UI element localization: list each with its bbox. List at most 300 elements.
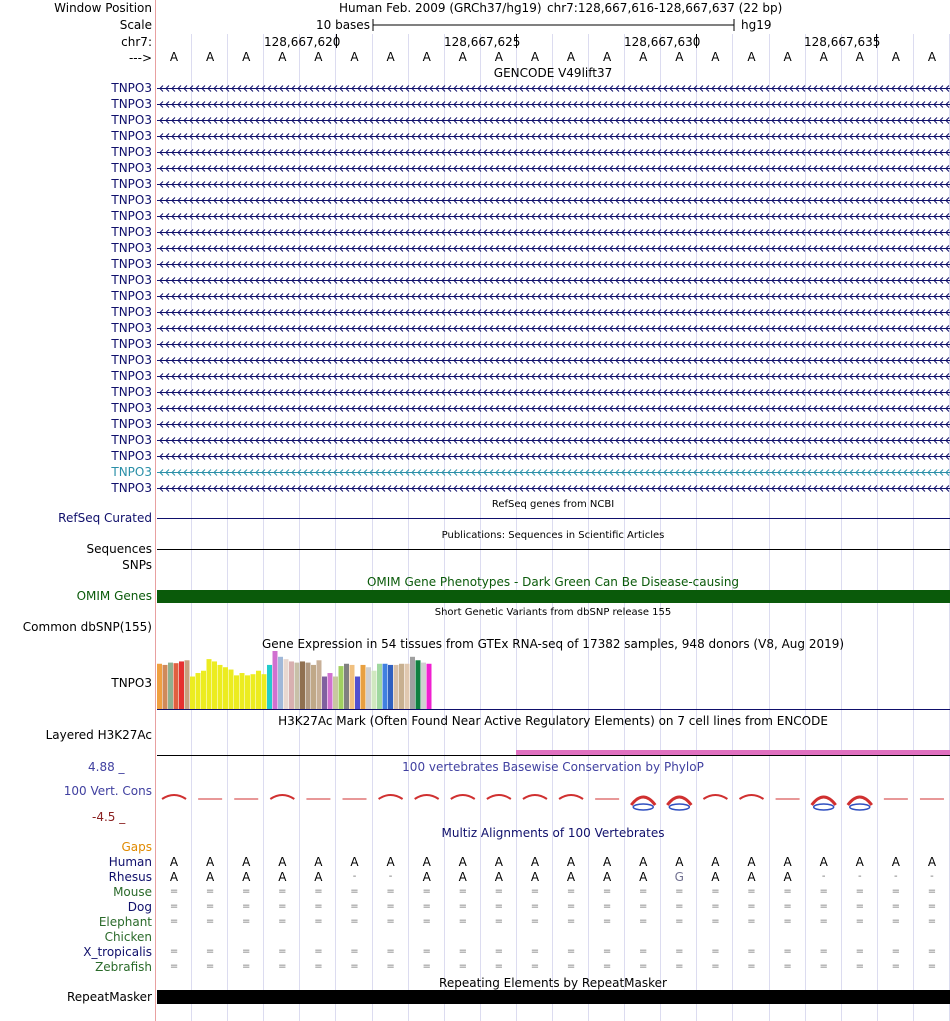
alignment-base: = [602,946,612,957]
alignment-base: = [422,946,431,957]
gtex-bar [416,660,421,709]
gtex-bar [383,664,388,709]
alignment-base: = [350,901,359,912]
gencode-row-label[interactable]: TNPO3 [111,481,152,495]
repeatmasker-title[interactable]: Repeating Elements by RepeatMasker [439,976,667,990]
alignment-base: = [855,961,864,972]
alignment-base: = [711,901,720,912]
alignment-base: = [927,961,937,972]
base-letter: A [747,50,756,64]
base-letter: A [169,50,179,64]
gencode-row-label[interactable]: TNPO3 [111,369,152,383]
alignment-base: = [350,886,359,897]
base-letter: A [350,50,359,64]
alignment-base: A [639,855,648,869]
gencode-row-label[interactable]: TNPO3 [111,193,152,207]
alignment-base: = [566,886,576,897]
base-letter: A [891,50,900,64]
dbsnp-title[interactable]: Short Genetic Variants from dbSNP release 155 [434,607,672,618]
gtex-bar [212,661,217,709]
alignment-base: = [711,946,720,957]
alignment-base: = [494,946,504,957]
alignment-base: = [386,886,395,897]
gtex-bar [262,674,267,709]
gtex-bar [361,665,366,709]
alignment-base: = [566,901,576,912]
alignment-base: = [783,961,792,972]
species-label[interactable]: Chicken [104,930,152,944]
coord-3: 128,667,630 [624,35,701,49]
species-label[interactable]: Zebrafish [95,960,152,974]
species-label[interactable]: Dog [127,900,152,914]
alignment-base: = [891,886,901,897]
alignment-base: = [314,946,323,957]
chrom-label: chr7: [121,35,152,49]
gtex-bar [377,664,382,709]
alignment-base: = [675,916,684,927]
alignment-base: A [530,870,540,884]
phylop-mark [487,795,511,799]
gtex-bar [355,677,360,709]
base-letter: A [278,50,287,64]
alignment-base: = [530,961,540,972]
coord-2: 128,667,625 [444,35,521,49]
alignment-base: = [205,961,215,972]
gencode-row-label[interactable]: TNPO3 [111,241,152,255]
refseq-label[interactable]: RefSeq Curated [58,511,152,525]
alignment-base: = [242,946,251,957]
gtex-bar [394,665,399,709]
phylop-mark [379,795,403,799]
alignment-base: = [819,946,828,957]
base-letter: A [314,50,323,64]
alignment-base: = [927,886,937,897]
alignment-base: = [242,886,251,897]
base-letter: A [783,50,792,64]
alignment-base: = [278,961,287,972]
gencode-row-label[interactable]: TNPO3 [111,337,152,351]
alignment-base: = [891,901,901,912]
alignment-base: A [350,855,359,869]
gtex-bar [196,673,201,709]
alignment-base: A [819,855,828,869]
alignment-base: = [927,946,937,957]
alignment-base: = [458,916,467,927]
window-position-label: Window Position [54,1,152,15]
alignment-base: = [675,946,684,957]
alignment-base: = [639,901,648,912]
alignment-base: = [855,946,864,957]
base-letter: A [494,50,503,64]
gencode-row-label[interactable]: TNPO3 [111,449,152,463]
alignment-base: = [205,886,215,897]
alignment-base: = [891,916,901,927]
alignment-base: = [205,946,215,957]
gtex-bar [328,673,333,709]
alignment-base: A [242,870,251,884]
refseq-title[interactable]: RefSeq genes from NCBI [491,499,615,510]
gtex-bar [240,673,245,709]
alignment-base: A [242,855,251,869]
omim-bar [157,590,950,603]
gtex-bar [372,671,377,709]
gencode-row-label[interactable]: TNPO3 [111,145,152,159]
alignment-base: = [711,886,720,897]
alignment-base: - [821,871,826,882]
gencode-row-label[interactable]: TNPO3 [111,433,152,447]
dbsnp-label[interactable]: Common dbSNP(155) [22,620,152,634]
alignment-base: = [169,961,179,972]
base-letter: A [422,50,431,64]
alignment-base: = [747,946,756,957]
gaps-label: Gaps [121,840,152,854]
gtex-bar [399,664,404,709]
gencode-row-label[interactable]: TNPO3 [111,81,152,95]
alignment-base: A [891,855,900,869]
gencode-row-label[interactable]: TNPO3 [111,225,152,239]
gtex-bar [157,664,162,709]
alignment-base: A [206,870,215,884]
omim-label[interactable]: OMIM Genes [76,589,152,603]
db-label: hg19 [741,18,772,32]
gtex-bar [350,665,355,709]
alignment-base: = [530,916,540,927]
gtex-bar [289,661,294,709]
alignment-base: = [494,901,504,912]
species-label[interactable]: Human [108,855,152,869]
alignment-base: = [350,916,359,927]
base-letter: A [458,50,467,64]
base-letter: A [639,50,648,64]
gtex-bar [179,661,184,709]
alignment-base: = [639,886,648,897]
phylop-mark [850,804,870,810]
alignment-base: A [422,870,431,884]
phylop-mark [633,804,653,810]
gtex-bar [251,674,256,709]
alignment-base: = [747,916,756,927]
species-label[interactable]: Rhesus [108,870,152,884]
gtex-bar [229,670,234,709]
gencode-row-label[interactable]: TNPO3 [111,257,152,271]
alignment-base: = [169,886,179,897]
gencode-row-label[interactable]: TNPO3 [111,353,152,367]
base-letter: A [711,50,720,64]
alignment-base: = [169,901,179,912]
alignment-base: A [458,855,467,869]
snps-label: SNPs [122,558,152,572]
h3k27ac-label[interactable]: Layered H3K27Ac [45,728,152,742]
repeatmasker-bar [157,990,950,1004]
alignment-base: = [783,886,792,897]
alignment-base: A [169,855,179,869]
alignment-base: = [747,901,756,912]
base-letter: A [206,50,215,64]
gtex-bar [278,657,283,709]
gencode-row-label[interactable]: TNPO3 [111,417,152,431]
alignment-base: A [603,855,612,869]
gencode-row-label[interactable]: TNPO3 [111,113,152,127]
alignment-base: = [602,886,612,897]
phylop-mark [559,795,583,799]
alignment-base: = [530,886,540,897]
alignment-base: = [602,916,612,927]
alignment-base: = [602,961,612,972]
pubs-title[interactable]: Publications: Sequences in Scientific Articles [441,530,665,541]
alignment-base: A [675,855,684,869]
gtex-bar [317,660,322,709]
alignment-base: A [855,855,864,869]
alignment-base: A [278,870,287,884]
gtex-bar [256,671,261,709]
alignment-base: = [602,901,612,912]
alignment-base: = [819,901,828,912]
alignment-base: = [386,946,395,957]
h3k27ac-signal [516,750,950,755]
alignment-base: = [458,961,467,972]
alignment-base: = [458,946,467,957]
alignment-base: = [819,886,828,897]
alignment-base: = [278,886,287,897]
base-letter: A [530,50,540,64]
species-label[interactable]: X_tropicalis [83,945,152,959]
alignment-base: A [747,870,756,884]
alignment-base: = [278,946,287,957]
alignment-base: A [783,855,792,869]
alignment-base: = [314,916,323,927]
phylop-min-label: -4.5 _ [92,810,126,824]
alignment-base: = [675,961,684,972]
alignment-base: - [857,871,862,882]
gtex-bar [344,664,349,709]
alignment-base: G [674,870,684,884]
alignment-base: = [566,916,576,927]
base-letter: A [675,50,684,64]
gtex-bar [295,663,300,709]
alignment-base: = [169,916,179,927]
alignment-base: = [675,886,684,897]
alignment-base: = [783,901,792,912]
gtex-bar [218,665,223,709]
gencode-row-label[interactable]: TNPO3 [111,465,152,479]
gtex-title[interactable]: Gene Expression in 54 tissues from GTEx RNA-seq of 17382 samples, 948 donors (V8, Aug 2019) [261,637,845,651]
gtex-bar [366,667,371,709]
alignment-base: A [783,870,792,884]
gencode-row-label[interactable]: TNPO3 [111,305,152,319]
alignment-base: = [386,916,395,927]
alignment-base: A [494,855,503,869]
phylop-label[interactable]: 100 Vert. Cons [63,784,152,798]
alignment-base: = [205,916,215,927]
gtex-bar [267,665,272,709]
alignment-base: A [458,870,467,884]
base-letter: A [603,50,612,64]
gencode-row-label[interactable]: TNPO3 [111,129,152,143]
pubs-label[interactable]: Sequences [86,542,152,556]
phylop-title[interactable]: 100 vertebrates Basewise Conservation by PhyloP [402,760,704,774]
alignment-base: = [422,961,431,972]
base-letter: A [855,50,864,64]
scale-label: Scale [119,18,152,32]
gtex-bar [421,663,426,709]
repeatmasker-label[interactable]: RepeatMasker [66,990,152,1004]
alignment-base: = [205,901,215,912]
alignment-base: = [350,946,359,957]
base-letter: A [566,50,576,64]
species-label[interactable]: Elephant [98,915,152,929]
alignment-base: A [314,870,323,884]
gtex-bar [190,677,195,709]
phylop-mark [162,795,186,799]
alignment-base: A [494,870,503,884]
alignment-base: = [314,961,323,972]
alignment-base: = [639,916,648,927]
species-label[interactable]: Mouse [113,885,152,899]
alignment-base: = [891,946,901,957]
alignment-base: = [458,901,467,912]
gtex-bar [284,659,289,709]
alignment-base: = [891,961,901,972]
phylop-mark [740,795,764,799]
alignment-base: - [894,871,898,882]
gtex-label[interactable]: TNPO3 [111,676,152,690]
h3k27ac-title[interactable]: H3K27Ac Mark (Often Found Near Active Regulatory Elements) on 7 cell lines from ENCODE [278,714,828,728]
alignment-base: A [639,870,648,884]
alignment-base: A [603,870,612,884]
alignment-base: A [711,870,720,884]
phylop-mark [270,795,294,799]
gtex-bar [405,664,410,709]
gencode-row-label[interactable]: TNPO3 [111,177,152,191]
alignment-base: = [855,916,864,927]
gtex-bar [339,666,344,709]
gencode-row-label[interactable]: TNPO3 [111,321,152,335]
alignment-base: = [458,886,467,897]
base-letter: A [927,50,937,64]
alignment-base: = [386,901,395,912]
position-readout[interactable]: chr7:128,667,616-128,667,637 (22 bp) [547,1,783,15]
alignment-base: A [927,855,937,869]
alignment-base: = [927,916,937,927]
alignment-base: A [278,855,287,869]
gtex-bar [388,665,393,709]
alignment-base: - [930,871,934,882]
gtex-bar [427,664,432,709]
scale-text: 10 bases [316,18,370,32]
gtex-bar [207,659,212,709]
phylop-mark [814,804,834,810]
gencode-row-label[interactable]: TNPO3 [111,289,152,303]
alignment-base: - [388,871,393,882]
alignment-base: = [422,886,431,897]
gtex-bar [306,663,311,709]
gencode-row-label[interactable]: TNPO3 [111,161,152,175]
alignment-base: = [530,901,540,912]
gencode-row-label[interactable]: TNPO3 [111,401,152,415]
alignment-base: = [386,961,395,972]
alignment-base: = [422,916,431,927]
strand-label: ---> [128,51,152,65]
phylop-max-label: 4.88 _ [88,760,125,774]
alignment-base: = [566,961,576,972]
alignment-base: = [819,916,828,927]
alignment-base: = [494,886,504,897]
multiz-title[interactable]: Multiz Alignments of 100 Vertebrates [441,826,665,840]
alignment-base: = [711,916,720,927]
alignment-base: A [530,855,540,869]
alignment-base: A [206,855,215,869]
alignment-base: = [711,961,720,972]
gencode-row-label[interactable]: TNPO3 [111,273,152,287]
alignment-base: = [350,961,359,972]
alignment-base: = [566,946,576,957]
base-letter: A [386,50,395,64]
alignment-base: = [783,946,792,957]
phylop-mark [703,795,727,799]
gtex-bar [163,665,168,709]
alignment-base: = [819,961,828,972]
alignment-base: = [855,886,864,897]
gtex-bar [333,677,338,709]
alignment-base: A [566,870,576,884]
alignment-base: = [242,916,251,927]
gtex-bar [273,651,278,709]
alignment-base: = [494,961,504,972]
alignment-base: = [530,946,540,957]
phylop-mark [669,804,689,810]
alignment-base: = [855,901,864,912]
gtex-bar [223,667,228,709]
alignment-base: = [927,901,937,912]
alignment-base: - [352,871,357,882]
phylop-mark [415,795,439,799]
alignment-base: A [566,855,576,869]
alignment-base: A [314,855,323,869]
gencode-title[interactable]: GENCODE V49lift37 [493,66,613,80]
alignment-base: = [747,961,756,972]
gtex-bar [168,663,173,709]
alignment-base: A [386,855,395,869]
coord-1: 128,667,620 [264,35,341,49]
phylop-mark [451,795,475,799]
alignment-base: = [639,946,648,957]
gencode-row-label[interactable]: TNPO3 [111,97,152,111]
alignment-base: = [278,901,287,912]
alignment-base: = [242,961,251,972]
alignment-base: = [494,916,504,927]
gtex-bar [300,661,305,709]
alignment-base: A [422,855,431,869]
gencode-row-label[interactable]: TNPO3 [111,209,152,223]
phylop-mark [523,795,547,799]
alignment-base: = [783,916,792,927]
alignment-base: = [278,916,287,927]
base-letter: A [819,50,828,64]
gtex-bar [201,671,206,709]
gtex-bar [174,663,179,709]
gtex-bar [322,677,327,709]
alignment-base: = [675,901,684,912]
assembly-title: Human Feb. 2009 (GRCh37/hg19) [339,1,542,15]
coord-4: 128,667,635 [804,35,881,49]
alignment-base: A [711,855,720,869]
alignment-base: = [314,901,323,912]
gtex-bar [245,675,250,709]
gencode-row-label[interactable]: TNPO3 [111,385,152,399]
alignment-base: = [314,886,323,897]
omim-title[interactable]: OMIM Gene Phenotypes - Dark Green Can Be Disease-causing [366,575,740,589]
alignment-base: = [169,946,179,957]
